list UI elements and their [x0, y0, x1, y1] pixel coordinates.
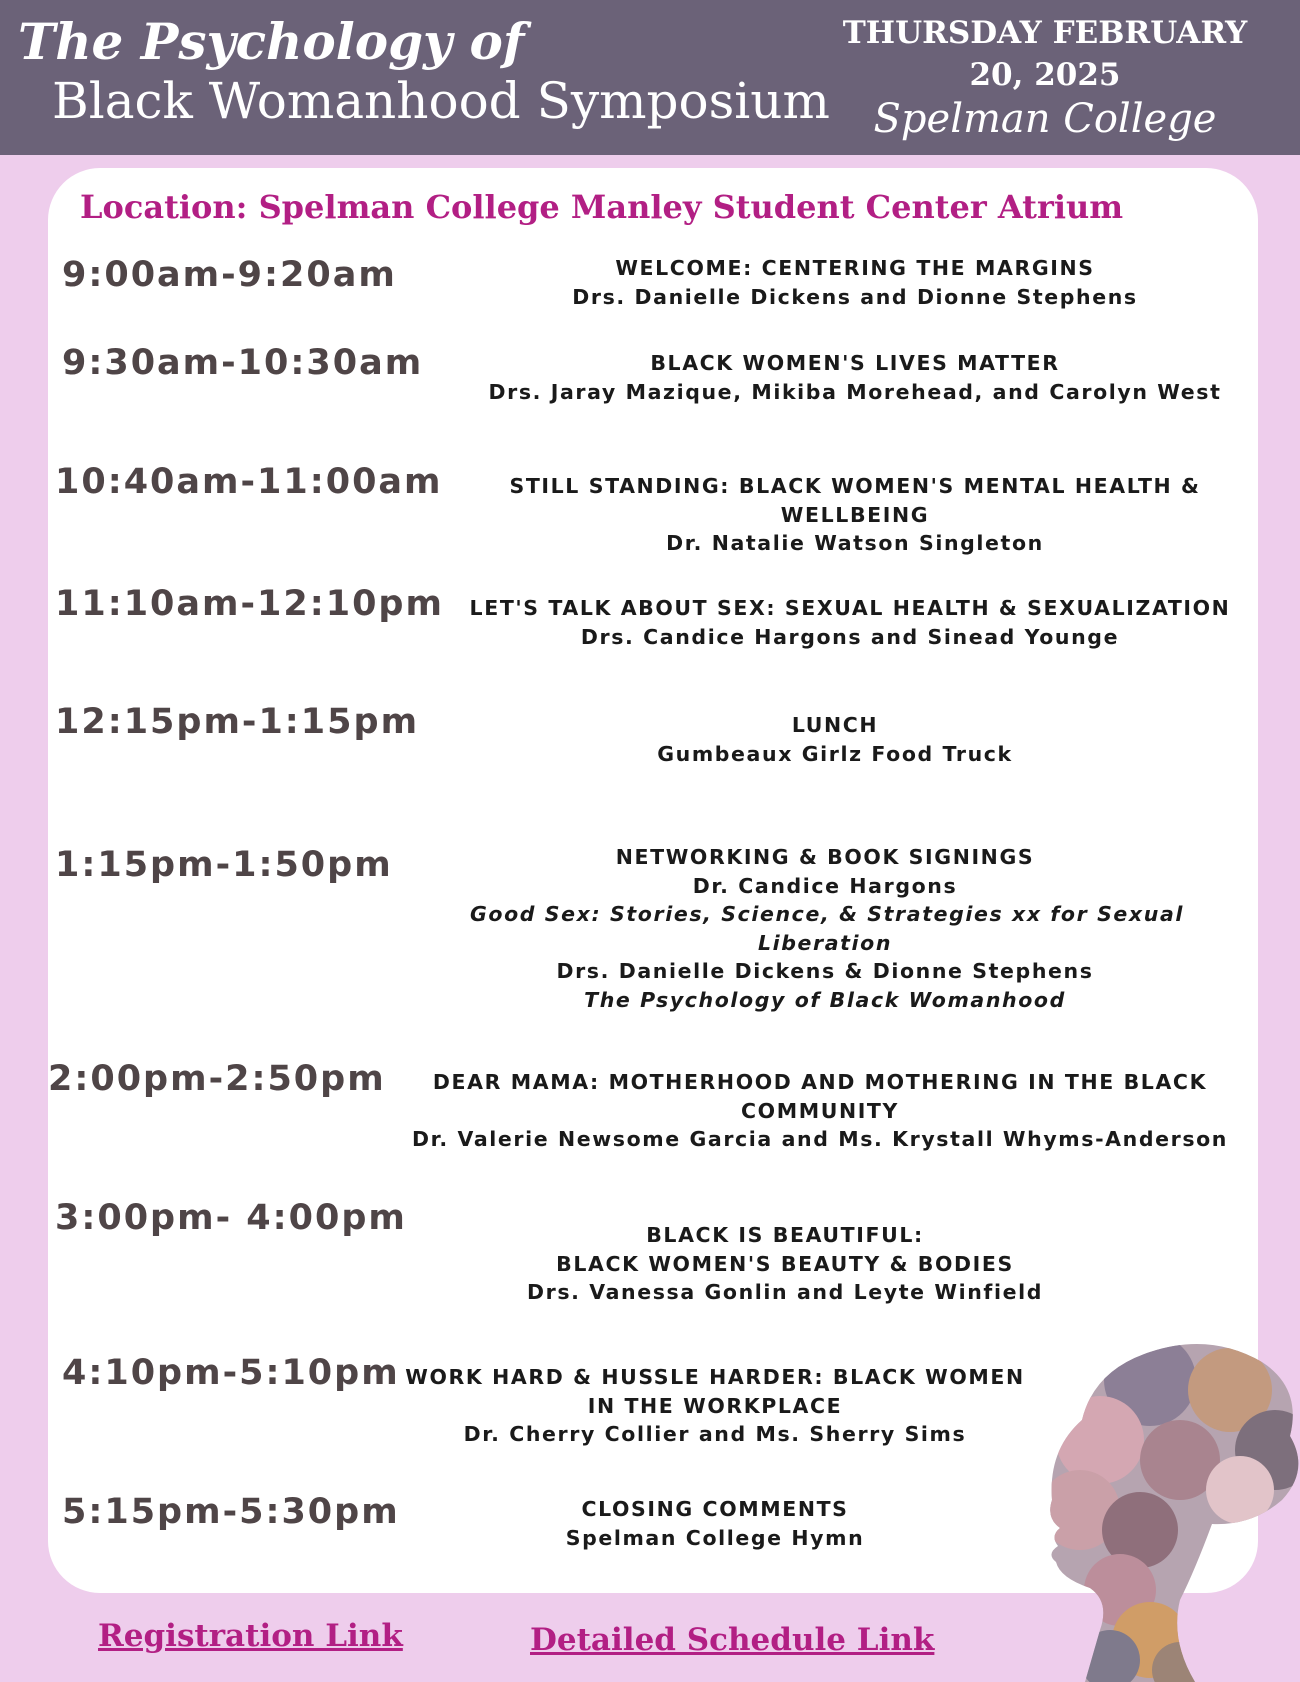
- session-details: [470, 349, 1240, 406]
- session-details: [450, 1221, 1120, 1307]
- session-title: BLACK WOMEN'S BEAUTY & BODIES: [556, 1251, 1014, 1276]
- session-time: 5:15pm-5:30pm: [62, 1492, 400, 1532]
- session-time: 3:00pm- 4:00pm: [55, 1198, 407, 1238]
- book-title: The Psychology of Black Womanhood: [584, 987, 1066, 1012]
- session-details: [480, 472, 1230, 558]
- event-date-line1: THURSDAY FEBRUARY: [842, 15, 1248, 51]
- session-time: 4:10pm-5:10pm: [62, 1353, 400, 1393]
- session-time: 11:10am-12:10pm: [55, 584, 444, 624]
- session-time: 9:30am-10:30am: [62, 343, 424, 383]
- session-title: WORK HARD & HUSSLE HARDER: BLACK WOMEN: [405, 1365, 1025, 1389]
- session-time: 2:00pm-2:50pm: [48, 1059, 386, 1099]
- session-title: BLACK IS BEAUTIFUL:: [646, 1223, 924, 1247]
- event-title-line2: Black Womanhood Symposium: [52, 72, 830, 130]
- woman-silhouette-illustration: [990, 1340, 1300, 1682]
- session-details: [500, 1495, 930, 1552]
- session-details: [470, 843, 1185, 1014]
- session-time: 1:15pm-1:50pm: [55, 845, 393, 885]
- session-time: 10:40am-11:00am: [55, 462, 443, 502]
- session-presenters: Dr. Natalie Watson Singleton: [666, 531, 1044, 555]
- session-time: 12:15pm-1:15pm: [55, 702, 420, 742]
- session-presenters: Drs. Candice Hargons and Sinead Younge: [580, 624, 1120, 649]
- session-title: STILL STANDING: BLACK WOMEN'S MENTAL HEALTH &: [509, 474, 1201, 498]
- session-details: [455, 594, 1245, 651]
- session-title: LUNCH: [791, 713, 879, 737]
- session-details: [480, 254, 1230, 311]
- location-heading: Location: Spelman College Manley Student Center Atrium: [80, 188, 1124, 226]
- event-date: [830, 12, 1260, 96]
- book-title: Good Sex: Stories, Science, & Strategies xx for Sexual: [470, 902, 1185, 926]
- session-presenters: Dr. Candice Hargons: [692, 873, 958, 898]
- session-presenters: Spelman College Hymn: [565, 1525, 865, 1550]
- book-title: Liberation: [757, 930, 893, 955]
- session-presenters: Dr. Cherry Collier and Ms. Sherry Sims: [463, 1422, 967, 1446]
- event-date-line2: 20, 2025: [969, 57, 1121, 93]
- session-title: IN THE WORKPLACE: [587, 1393, 843, 1418]
- session-presenters: Gumbeaux Girlz Food Truck: [657, 741, 1013, 766]
- session-details: [395, 1068, 1245, 1154]
- detailed-schedule-link[interactable]: Detailed Schedule Link: [530, 1622, 935, 1658]
- session-title: COMMUNITY: [741, 1098, 899, 1123]
- session-title: WELCOME: CENTERING THE MARGINS: [615, 256, 1095, 280]
- session-presenters: Drs. Danielle Dickens & Dionne Stephens: [556, 959, 1094, 983]
- session-title: BLACK WOMEN'S LIVES MATTER: [650, 351, 1060, 375]
- session-title: NETWORKING & BOOK SIGNINGS: [615, 845, 1035, 869]
- session-title: LET'S TALK ABOUT SEX: SEXUAL HEALTH & SEXUALIZATION: [469, 596, 1231, 620]
- registration-link[interactable]: Registration Link: [98, 1618, 403, 1654]
- session-details: [480, 711, 1190, 768]
- venue-script: Spelman College: [873, 96, 1217, 142]
- event-title-line1: The Psychology of: [18, 12, 525, 71]
- session-title: CLOSING COMMENTS: [581, 1497, 849, 1521]
- session-presenters: Drs. Vanessa Gonlin and Leyte Winfield: [527, 1280, 1043, 1304]
- session-details: [400, 1363, 1030, 1449]
- session-presenters: Dr. Valerie Newsome Garcia and Ms. Krystall Whyms-Anderson: [411, 1127, 1229, 1151]
- session-time: 9:00am-9:20am: [62, 255, 397, 295]
- session-presenters: Drs. Danielle Dickens and Dionne Stephens: [572, 284, 1138, 309]
- session-presenters: Drs. Jaray Mazique, Mikiba Morehead, and Carolyn West: [488, 379, 1222, 404]
- session-title: DEAR MAMA: MOTHERHOOD AND MOTHERING IN THE BLACK: [432, 1070, 1208, 1094]
- header-banner: [0, 0, 1300, 155]
- session-title: WELLBEING: [780, 502, 930, 527]
